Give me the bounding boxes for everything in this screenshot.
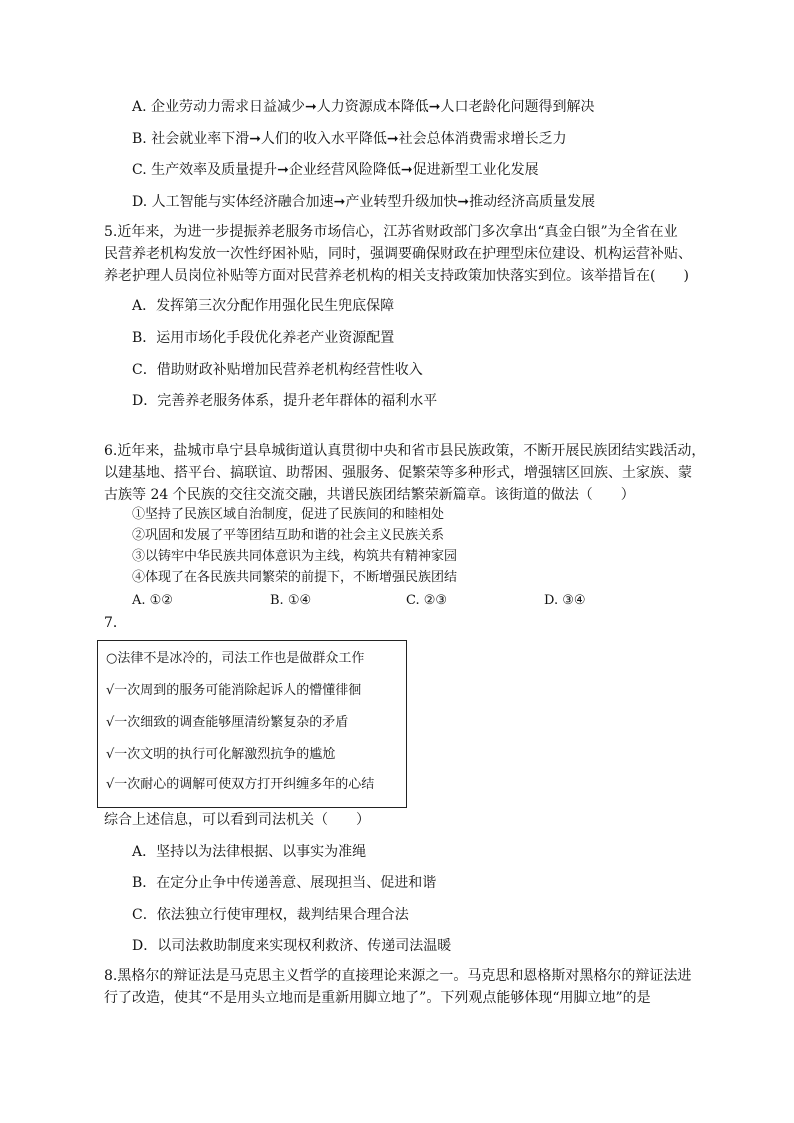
q4-option-b: B. 社会就业率下滑➞人们的收入水平降低➞社会总体消费需求增长乏力 [132,131,567,147]
q6-item-4: ④体现了在各民族共同繁荣的前提下，不断增强民族团结 [132,570,458,585]
q6-choice-c: C. ②③ [406,593,448,608]
q7-box-line-4: √一次文明的执行可化解激烈抗争的尴尬 [106,747,336,762]
q8-stem-line-2: 行了改造，使其“不是用头立地而是重新用脚立地了”。下列观点能够体现“用脚立地”的是 [104,990,651,1006]
q5-option-c: C．借助财政补贴增加民营养老机构经营性收入 [132,362,423,378]
q7-option-d: D．以司法救助制度来实现权利救济、传递司法温暖 [132,938,452,954]
q6-choice-a: A. ①② [132,593,173,608]
q5-option-b: B．运用市场化手段优化养老产业资源配置 [132,330,395,346]
q7-info-box [97,640,407,808]
q7-stem: 综合上述信息，可以看到司法机关（ ） [104,812,370,828]
q7-option-b: B．在定分止争中传递善意、展现担当、促进和谐 [132,875,437,891]
q4-option-a: A. 企业劳动力需求日益减少➞人力资源成本降低➞人口老龄化问题得到解决 [132,99,595,115]
q7-box-line-2: √一次周到的服务可能消除起诉人的懵懂徘徊 [106,683,362,698]
q7-box-line-5: √一次耐心的调解可使双方打开纠缠多年的心结 [106,777,375,792]
q5-stem-line-3: 养老护理人员岗位补贴等方面对民营养老机构的相关支持政策加快落实到位。该举措旨在( ) [104,268,689,284]
q7-box-line-3: √一次细致的调查能够厘清纷繁复杂的矛盾 [106,715,349,730]
q4-option-d: D. 人工智能与实体经济融合加速➞产业转型升级加快➞推动经济高质量发展 [132,194,596,210]
q5-stem-line-2: 民营养老机构发放一次性纾困补贴，同时，强调要确保财政在护理型床位建设、机构运营补贴、 [104,246,692,262]
q5-option-d: D．完善养老服务体系，提升老年群体的福利水平 [132,393,438,409]
q5-stem-line-1: 5.近年来，为进一步提振养老服务市场信心，江苏省财政部门多次拿出“真金白银”为全省在业 [104,224,678,240]
q4-option-c: C. 生产效率及质量提升➞企业经营风险降低➞促进新型工业化发展 [132,162,539,178]
q7-option-a: A．坚持以为法律根据、以事实为准绳 [132,844,367,860]
q6-stem-line-3: 古族等 24 个民族的交往交流交融，共谱民族团结繁荣新篇章。该街道的做法（ ） [104,487,635,503]
q6-stem-line-2: 以建基地、搭平台、搞联谊、助帮困、强服务、促繁荣等多种形式，增强辖区回族、土家族、蒙 [104,465,692,481]
q8-stem-line-1: 8.黑格尔的辩证法是马克思主义哲学的直接理论来源之一。马克思和恩格斯对黑格尔的辩证法进 [104,968,692,984]
q6-choice-b: B. ①④ [270,593,312,608]
q7-number: 7． [104,615,127,631]
q7-box-line-1: ○法律不是冰冷的，司法工作也是做群众工作 [106,651,365,666]
q6-item-2: ②巩固和发展了平等团结互助和谐的社会主义民族关系 [132,528,445,543]
q5-option-a: A．发挥第三次分配作用强化民生兜底保障 [132,298,395,314]
q6-item-3: ③以铸牢中华民族共同体意识为主线，构筑共有精神家园 [132,549,458,564]
q7-option-c: C．依法独立行使审理权，裁判结果合理合法 [132,907,409,923]
q6-item-1: ①坚持了民族区域自治制度，促进了民族间的和睦相处 [132,507,445,522]
q6-stem-line-1: 6.近年来，盐城市阜宁县阜城街道认真贯彻中央和省市县民族政策，不断开展民族团结实践活动， [104,443,706,459]
q6-choice-d: D. ③④ [544,593,586,608]
